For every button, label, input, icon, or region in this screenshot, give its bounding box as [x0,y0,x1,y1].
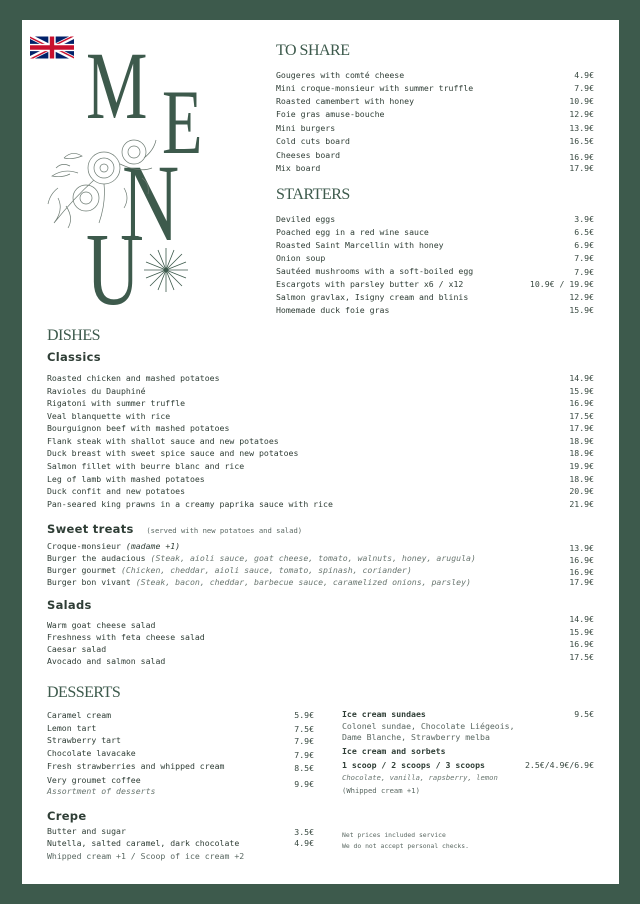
section-title-dishes: DISHES [47,327,101,344]
item-price: 21.9€ [569,499,594,509]
starter-item: Sautéed mushrooms with a soft-boiled egg [276,266,474,276]
to-share-item: Cold cuts board [276,136,350,146]
to-share-item: Mini croque-monsieur with summer truffle [276,83,474,93]
item-price: 4.9€ [574,70,594,80]
item-price: 14.9€ [569,614,594,624]
dessert-item: Very groumet coffee [47,775,141,785]
starburst-icon [144,248,188,292]
item-price: 17.5€ [569,652,594,662]
starter-item: Deviled eggs [276,214,336,224]
title-letter-n: N [122,142,180,264]
sundaes-price: 9.5€ [574,709,594,719]
sorbets-flavors: Chocolate, vanilla, rapsberry, lemon [342,773,498,782]
sorbets-price: 2.5€/4.9€/6.9€ [524,760,594,770]
item-price: 3.9€ [574,214,594,224]
floral-illustration [44,128,160,238]
item-price: 12.9€ [569,292,594,302]
subsection-title-classics: Classics [47,350,101,364]
item-price: 16.5€ [569,136,594,146]
sweet-treat-item: Croque-monsieur (madame +1) [47,541,181,551]
classic-item: Roasted chicken and mashed potatoes [47,373,220,383]
section-title-starters: STARTERS [276,186,350,203]
classic-item: Rigatoni with summer truffle [47,398,186,408]
footnote: Net prices included service [342,831,446,839]
sundaes-line-2: Dame Blanche, Strawberry melba [342,732,490,742]
crepe-item: Butter and sugar [47,826,126,836]
starter-item: Homemade duck foie gras [276,305,390,315]
item-price: 16.9€ [569,567,594,577]
item-price: 13.9€ [569,543,594,553]
item-price: 15.9€ [569,386,594,396]
item-price: 14.9€ [569,373,594,383]
item-price: 8.5€ [294,763,314,773]
item-price: 7.9€ [574,253,594,263]
item-price: 18.9€ [569,448,594,458]
menu-page [22,20,619,884]
title-letter-m: M [86,32,148,139]
classic-item: Bourguignon beef with mashed potatoes [47,423,230,433]
footnote: We do not accept personal checks. [342,842,469,850]
item-price: 17.9€ [569,423,594,433]
item-price: 17.9€ [569,577,594,587]
dessert-item: Caramel cream [47,710,112,720]
item-price: 18.9€ [569,436,594,446]
item-price: 10.9€ [569,96,594,106]
item-price: 12.9€ [569,109,594,119]
section-title-desserts: DESSERTS [47,684,121,701]
sweet-treat-item: Burger gourmet (Chicken, cheddar, aioli sauce, tomato, spinash, coriander) [47,565,412,575]
crepe-item: Nutella, salted caramel, dark chocolate [47,838,240,848]
item-price: 18.9€ [569,474,594,484]
item-price: 9.9€ [294,779,314,789]
item-price: 13.9€ [569,123,594,133]
salad-item: Warm goat cheese salad [47,620,156,630]
item-price: 15.9€ [569,305,594,315]
starter-item: Escargots with parsley butter x6 / x12 [276,279,464,289]
item-price: 7.9€ [294,750,314,760]
uk-flag-icon [30,32,74,63]
sorbets-whipped: (Whipped cream +1) [342,786,420,795]
sweet-treat-item: Burger bon vivant (Steak, bacon, cheddar, barbecue sauce, caramelized onions, parsley) [47,577,471,587]
crepe-extras: Whipped cream +1 / Scoop of ice cream +2 [47,851,245,861]
subsection-title-crepe: Crepe [47,809,87,823]
title-letter-e: E [162,71,203,173]
item-price: 19.9€ [569,461,594,471]
item-price: 6.5€ [574,227,594,237]
classic-item: Ravioles du Dauphiné [47,386,146,396]
salad-item: Caesar salad [47,644,107,654]
item-price: 17.5€ [569,411,594,421]
section-title-to-share: TO SHARE [276,42,350,59]
starter-item: Roasted Saint Marcellin with honey [276,240,444,250]
sundaes-line-1: Colonel sundae, Chocolate Liégeois, [342,721,515,731]
sundaes-title: Ice cream sundaes [342,709,426,719]
coffee-note: Assortment of desserts [47,786,156,796]
item-price: 7.9€ [574,267,594,277]
to-share-item: Mix board [276,163,321,173]
classic-item: Duck confit and new potatoes [47,486,186,496]
item-price: 3.5€ [294,827,314,837]
item-price: 7.9€ [294,736,314,746]
item-price: 10.9€ / 19.9€ [529,279,594,289]
to-share-item: Gougeres with comté cheese [276,70,405,80]
item-price: 16.9€ [569,639,594,649]
to-share-item: Cheeses board [276,150,341,160]
sorbets-title: Ice cream and sorbets [342,746,446,756]
item-price: 5.9€ [294,710,314,720]
salad-item: Freshness with feta cheese salad [47,632,205,642]
classic-item: Salmon fillet with beurre blanc and rice [47,461,245,471]
item-price: 16.9€ [569,398,594,408]
to-share-item: Roasted camembert with honey [276,96,415,106]
classic-item: Veal blanquette with rice [47,411,171,421]
classic-item: Duck breast with sweet spice sauce and new potatoes [47,448,299,458]
item-price: 16.9€ [569,152,594,162]
dessert-item: Fresh strawberries and whipped cream [47,761,225,771]
item-price: 16.9€ [569,555,594,565]
subsection-sweet-treats [47,518,302,537]
classic-item: Flank steak with shallot sauce and new potatoes [47,436,279,446]
item-price: 4.9€ [294,838,314,848]
sweet-treats-note: (served with new potatoes and salad) [146,526,303,535]
dessert-item: Lemon tart [47,723,97,733]
classic-item: Pan-seared king prawns in a creamy paprika sauce with rice [47,499,333,509]
item-price: 17.9€ [569,163,594,173]
to-share-item: Mini burgers [276,123,336,133]
starter-item: Onion soup [276,253,326,263]
dessert-item: Strawberry tart [47,735,121,745]
subsection-title-salads: Salads [47,598,92,612]
item-price: 6.9€ [574,240,594,250]
to-share-item: Foie gras amuse-bouche [276,109,385,119]
item-price: 15.9€ [569,627,594,637]
starter-item: Poached egg in a red wine sauce [276,227,429,237]
subsection-title-sweet-treats: Sweet treats [47,522,134,536]
sweet-treat-item: Burger the audacious (Steak, aioli sauce, goat cheese, tomato, walnuts, honey, arugula) [47,553,476,563]
item-price: 20.9€ [569,486,594,496]
item-price: 7.5€ [294,724,314,734]
sorbets-scoops: 1 scoop / 2 scoops / 3 scoops [342,760,485,770]
item-price: 7.9€ [574,83,594,93]
salad-item: Avocado and salmon salad [47,656,166,666]
starter-item: Salmon gravlax, Isigny cream and blinis [276,292,469,302]
title-letter-u: U [86,212,141,327]
dessert-item: Chocolate lavacake [47,748,136,758]
classic-item: Leg of lamb with mashed potatoes [47,474,205,484]
